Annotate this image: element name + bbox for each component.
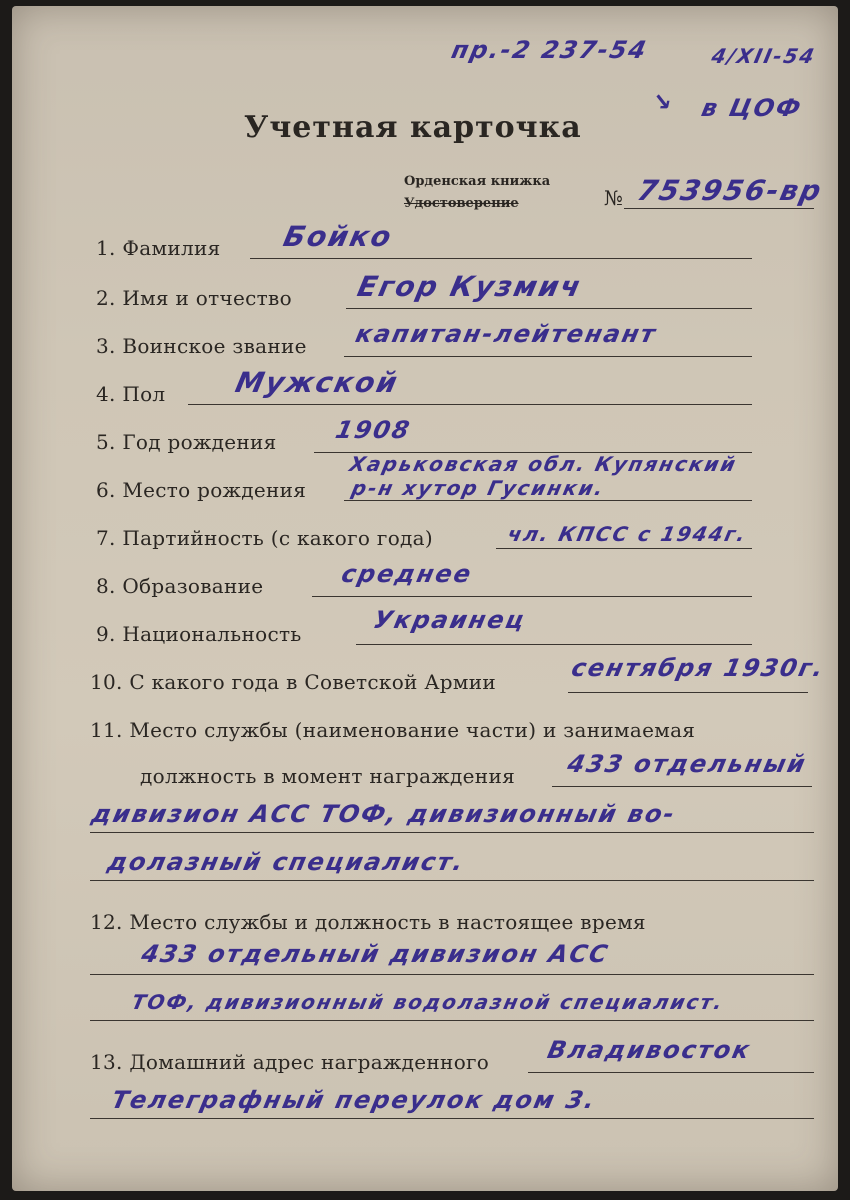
field-value-education: среднее: [339, 560, 476, 588]
field-line: [90, 832, 814, 833]
field-line: [188, 404, 752, 405]
field-label-surname: 1. Фамилия: [96, 236, 221, 260]
field-label-rank: 3. Воинское звание: [96, 334, 307, 358]
top-handwritten-date: 4/XII-54: [709, 44, 819, 68]
field-value-birthplace: р-н хутор Гусинки.: [349, 476, 608, 500]
field-line: [90, 1118, 814, 1119]
field-label-nationality: 9. Национальность: [96, 622, 302, 646]
field-value-surname: Бойко: [280, 220, 396, 253]
field-value-home-address: Владивосток: [545, 1036, 754, 1064]
field-label-sex: 4. Пол: [96, 382, 166, 406]
top-handwritten-note2: в ЦОФ: [699, 94, 805, 122]
field-value-nationality: Украинец: [371, 606, 529, 634]
field-line: [528, 1072, 814, 1073]
number-label: №: [604, 186, 624, 210]
field-line: [90, 974, 814, 975]
field-label-current-service: 12. Место службы и должность в настоящее время: [90, 910, 646, 934]
field-line: [496, 548, 752, 549]
field-label-position: должность в момент награждения: [140, 764, 515, 788]
field-line: [90, 1020, 814, 1021]
field-label-party: 7. Партийность (с какого года): [96, 526, 433, 550]
field-label-home-address: 13. Домашний адрес награжденного: [90, 1050, 490, 1074]
card-title: Учетная карточка: [244, 110, 582, 145]
field-value-rank: капитан-лейтенант: [353, 320, 660, 348]
field-label-service-place: 11. Место службы (наименование части) и занимаемая: [90, 718, 696, 742]
field-value-service-place-line3: долазный специалист.: [105, 848, 468, 876]
field-value-current-service: 433 отдельный дивизион АСС: [139, 940, 612, 968]
number-line: [624, 208, 814, 209]
order-book-label: Орденская книжка: [404, 174, 551, 189]
field-value-service-place-line2: дивизион АСС ТОФ, дивизионный во-: [89, 800, 679, 828]
field-label-birth-year: 5. Год рождения: [96, 430, 277, 454]
award-record-card: [12, 6, 838, 1191]
field-value-home-address-line2: Телеграфный переулок дом 3.: [109, 1086, 600, 1114]
field-value-birthplace-line1: Харьковская обл. Купянский: [347, 452, 740, 476]
field-value-sex: Мужской: [232, 366, 402, 399]
field-label-birthplace: 6. Место рождения: [96, 478, 307, 502]
field-line: [344, 356, 752, 357]
field-line: [312, 596, 752, 597]
field-label-name: 2. Имя и отчество: [96, 286, 292, 310]
field-value-party: чл. КПСС с 1944г.: [505, 522, 750, 546]
field-value-service-place: 433 отдельный: [565, 750, 810, 778]
field-label-army-since: 10. С какого года в Советской Армии: [90, 670, 496, 694]
field-line: [90, 880, 814, 881]
field-line: [356, 644, 752, 645]
field-value-birth-year: 1908: [333, 416, 414, 444]
field-label-education: 8. Образование: [96, 574, 264, 598]
number-value: 753956-вр: [634, 174, 826, 207]
field-line: [552, 786, 812, 787]
field-line: [344, 500, 752, 501]
field-line: [568, 692, 808, 693]
top-handwritten-note: пр.-2 237-54: [449, 36, 651, 64]
field-line: [346, 308, 752, 309]
field-value-name: Егор Кузмич: [354, 270, 586, 303]
field-line: [250, 258, 752, 259]
certificate-label: Удостоверение: [404, 196, 519, 211]
field-value-current-service-line2: ТОФ, дивизионный водолазной специалист.: [129, 990, 727, 1014]
arrow-icon: ↘: [649, 88, 678, 116]
field-value-army-since: сентября 1930г.: [569, 654, 828, 682]
